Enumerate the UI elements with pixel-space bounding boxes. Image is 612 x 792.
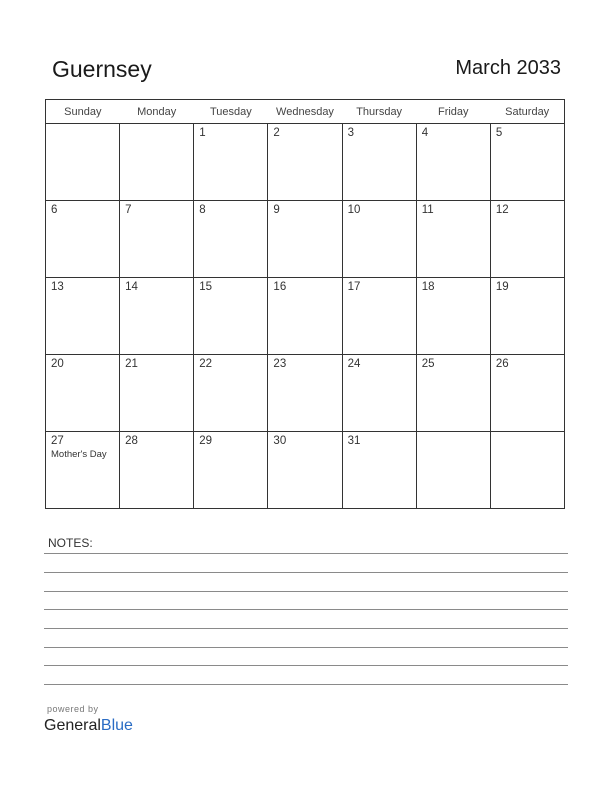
day-number: 12 (495, 204, 509, 216)
calendar-day-cell (194, 278, 268, 355)
weekday-header: Monday (120, 100, 194, 124)
day-number: 21 (125, 358, 138, 370)
day-number: 27 (51, 435, 64, 447)
day-number: 16 (273, 281, 287, 293)
calendar-day-cell (120, 201, 194, 278)
calendar-grid (45, 99, 565, 509)
calendar-day-cell (268, 355, 342, 432)
day-number: 10 (347, 204, 361, 216)
calendar-day-cell (194, 432, 268, 509)
calendar-day-cell (490, 278, 564, 355)
day-number: 26 (495, 358, 509, 370)
day-number: 5 (495, 127, 503, 139)
calendar-day-cell (46, 124, 120, 201)
day-number: 13 (51, 281, 64, 293)
weekday-header: Tuesday (194, 100, 268, 124)
calendar-day-cell (342, 432, 416, 509)
day-number: 17 (347, 281, 361, 293)
weekday-header: Friday (416, 100, 490, 124)
notes-label: NOTES: (48, 536, 93, 550)
brand-logo (44, 717, 133, 735)
calendar-week-row (46, 201, 565, 278)
note-line (44, 665, 568, 666)
brand-name-part1: General (44, 717, 101, 734)
day-number: 11 (421, 204, 434, 216)
note-line (44, 684, 568, 685)
calendar-day-cell (490, 355, 564, 432)
calendar-day-cell (268, 124, 342, 201)
calendar-day-cell (120, 355, 194, 432)
country-title: Guernsey (52, 56, 152, 82)
day-number: 15 (199, 281, 213, 293)
day-number: 3 (347, 127, 354, 139)
calendar-day-cell (120, 124, 194, 201)
day-number: 6 (51, 204, 58, 216)
calendar-week-row (46, 124, 565, 201)
calendar-day-cell (416, 278, 490, 355)
day-number: 23 (273, 358, 287, 370)
calendar-day-cell (268, 432, 342, 509)
calendar-day-cell (342, 278, 416, 355)
calendar-week-row (46, 355, 565, 432)
day-number: 25 (421, 358, 435, 370)
calendar-day-cell (120, 278, 194, 355)
day-number: 9 (273, 204, 280, 216)
weekday-header: Wednesday (268, 100, 342, 124)
day-number: 7 (125, 204, 132, 216)
calendar-week-row (46, 432, 565, 509)
day-number: 19 (495, 281, 509, 293)
calendar-day-cell (120, 432, 194, 509)
holiday-label: Mother's Day (51, 449, 107, 460)
note-line (44, 647, 568, 648)
calendar-day-cell (194, 201, 268, 278)
note-line (44, 572, 568, 573)
month-year-title: March 2033 (455, 57, 561, 79)
calendar-day-cell (490, 201, 564, 278)
note-line (44, 591, 568, 592)
calendar-day-cell (416, 355, 490, 432)
day-number: 24 (347, 358, 361, 370)
calendar-day-cell (416, 432, 490, 509)
weekday-header: Saturday (490, 100, 564, 124)
day-number: 31 (347, 435, 361, 447)
day-number: 4 (421, 127, 429, 139)
day-number: 14 (125, 281, 138, 293)
day-number: 29 (199, 435, 213, 447)
calendar-day-cell (194, 124, 268, 201)
calendar-day-cell (416, 124, 490, 201)
note-line (44, 553, 568, 554)
calendar-day-cell (342, 355, 416, 432)
weekday-header-row (46, 100, 565, 124)
calendar-day-cell (46, 432, 120, 509)
calendar-day-cell (342, 124, 416, 201)
calendar-day-cell (342, 201, 416, 278)
weekday-header: Thursday (342, 100, 416, 124)
weekday-header: Sunday (46, 100, 120, 124)
day-number: 8 (199, 204, 206, 216)
calendar-day-cell (416, 201, 490, 278)
calendar-day-cell (194, 355, 268, 432)
brand-name-part2: Blue (100, 717, 133, 734)
day-number: 18 (421, 281, 435, 293)
note-line (44, 628, 568, 629)
calendar-day-cell (268, 278, 342, 355)
calendar-day-cell (46, 201, 120, 278)
calendar-day-cell (268, 201, 342, 278)
day-number: 30 (273, 435, 287, 447)
calendar-day-cell (46, 355, 120, 432)
day-number: 22 (199, 358, 213, 370)
calendar-week-row (46, 278, 565, 355)
calendar-day-cell (46, 278, 120, 355)
day-number: 20 (51, 358, 64, 370)
day-number: 2 (273, 127, 280, 139)
calendar-day-cell (490, 432, 564, 509)
powered-by-text: powered by (47, 704, 99, 714)
note-line (44, 609, 568, 610)
calendar-day-cell (490, 124, 564, 201)
day-number: 28 (125, 435, 138, 447)
day-number: 1 (199, 127, 206, 139)
